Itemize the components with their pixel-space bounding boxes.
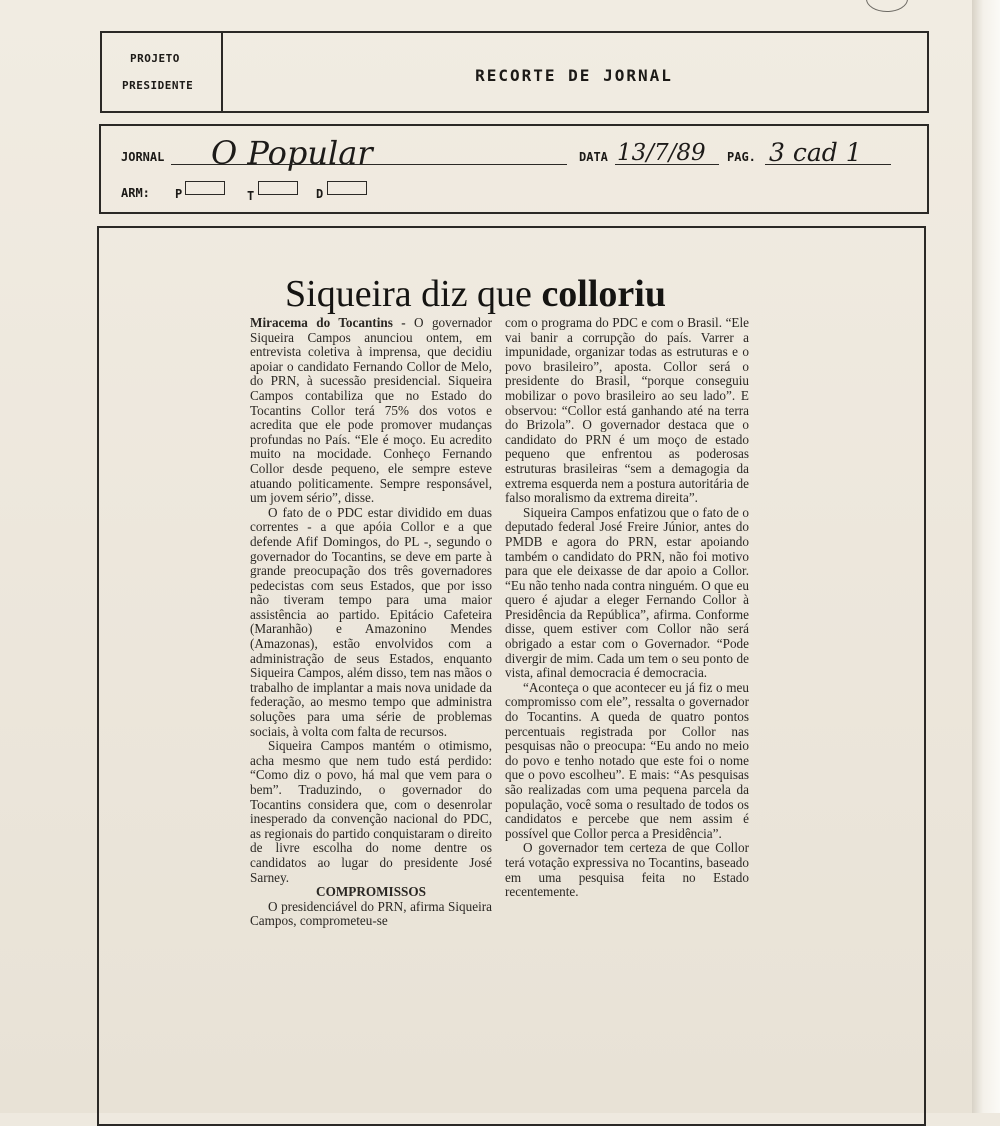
paragraph-8: O governador tem certeza de que Collor terá votação expressiva no Tocantins, baseado em uma pesquisa feita no Estado recentemente. [505,840,749,900]
headline-emph: colloriu [541,273,666,315]
pag-underline [765,164,891,165]
t-box [258,181,298,195]
paragraph-7: “Aconteça o que acontecer eu já fiz o meu compromisso com ele”, ressalta o governador do Tocantins. A queda de quatro pontos percentuais registrada por Collor nas pesquisas não o preocupa: “Eu ando no meio do povo e tenho notado que este foi o nome que o povo escolheu”. E mais: “As pesquisas são realizadas com uma pequena parcela da população, você soma o resultado de todos os candidatos e percebe que nem assim é possível que Collor perca a Presidência”. [505,679,749,841]
project-line2: PRESIDENTE [122,79,194,92]
data-value: 13/7/89 [617,140,706,166]
page-edge [972,0,1000,1113]
d-box [327,181,367,195]
paragraph-5: com o programa do PDC e com o Brasil. “Ele vai banir a corrupção do país. Varrer a impunidade, organizar todas as estruturas e o povo brasileiro”, aposta. Collor será o presidente do Brasil, “porque conseguiu mobilizar o povo brasileiro ao seu lado”. E observou: “Collor está ganhando até na terra do Brizola”. O governador destaca que o candidato do PRN é um moço de estado pequeno que enfrentou as poderosas estruturas brasileiras “sem a demagogia da extrema esquerda nem a postura autoritária de falso moralismo da extrema direita”. [505,315,749,506]
jornal-value: O Popular [211,134,373,172]
p-box [185,181,225,195]
article-column-left [250,316,492,929]
headline-main: Siqueira diz que [285,273,542,315]
pag-label: PAG. [727,150,756,164]
pag-value: 3 cad 1 [769,138,862,167]
d-label: D [316,187,324,201]
p-label: P [175,187,183,201]
project-line1: PROJETO [130,52,180,65]
data-underline [615,164,719,165]
jornal-underline [171,164,567,165]
t-label: T [247,189,255,203]
paragraph-2: O fato de o PDC estar dividido em duas correntes - a que apóia Collor e a que defende Afif Domingos, do PL -, segundo o governador do Tocantins, se deve em parte à grande preocupação dos três governadores pedecistas com seus Estados, que por isso não tiveram tempo para uma maior assistência ao partido. Epitácio Cafeteira (Maranhão) e Amazonino Mendes (Amazonas), estão envolvidos com a administração de seus Estados, enquanto Siqueira Campos, além disso, tem nas mãos o trabalho de implantar a mais nova unidade da federação, ao mesmo tempo que administra soluções para uma série de problemas sociais, à volta com falta de recursos. [250,504,492,739]
form-title: RECORTE DE JORNAL [475,66,673,85]
paragraph-3: Siqueira Campos mantém o otimismo, acha mesmo que nem tudo está perdido: “Como diz o povo, há mal que vem para o bem”. Traduzindo, o governador do Tocantins considera que, com o desenrolar inesperado da convenção nacional do PDC, as regionais do partido conquistaram o direito de livre escolha do nome dentre os candidatos ao lugar do presidente José Sarney. [250,738,492,885]
arm-label: ARM: [121,186,150,200]
jornal-label: JORNAL [121,150,165,164]
article-column-right [505,316,749,900]
project-label-cell [102,33,223,111]
clipping-header [100,31,929,113]
paragraph-1 [250,316,492,506]
dateline: Miracema do Tocantins - [250,315,406,330]
paragraph-6: Siqueira Campos enfatizou que o fato de o deputado federal José Freire Júnior, antes do PMDB e agora do PRN, estar apoiando também o candidato do PRN, não foi motivo para que ele deixasse de dar apoio a Collor. “Eu não tenho nada contra ninguém. O que eu quero é ajudar a eleger Fernando Collor à Presidência da República”, afirma. Conforme disse, quem estiver com Collor não será obrigado a estar com o Governador. “Pode divergir de mim. Cada um tem o seu ponto de vista, afinal democracia é democracia. [505,504,749,681]
data-label: DATA [579,150,608,164]
paragraph-4: O presidenciável do PRN, afirma Siqueira Campos, comprometeu-se [250,898,492,929]
clipping-metadata [99,124,929,214]
article-headline [285,271,745,317]
paragraph-1-text: O governador Siqueira Campos anunciou ontem, em entrevista coletiva à imprensa, que decidiu apoiar o candidato Fernando Collor de Melo, do PRN, à sucessão presidencial. Siqueira Campos contabiliza que no Estado do Tocantins Collor terá 75% dos votos e acredita que ele pode promover mudanças profundas no País. “Ele é moço. Eu acredito muito na mocidade. Conheço Fernando Collor desde pequeno, ele sempre esteve atuando politicamente. Sempre responsável, um jovem sério”, disse. [250,315,493,506]
subheading-compromissos: COMPROMISSOS [316,884,426,900]
